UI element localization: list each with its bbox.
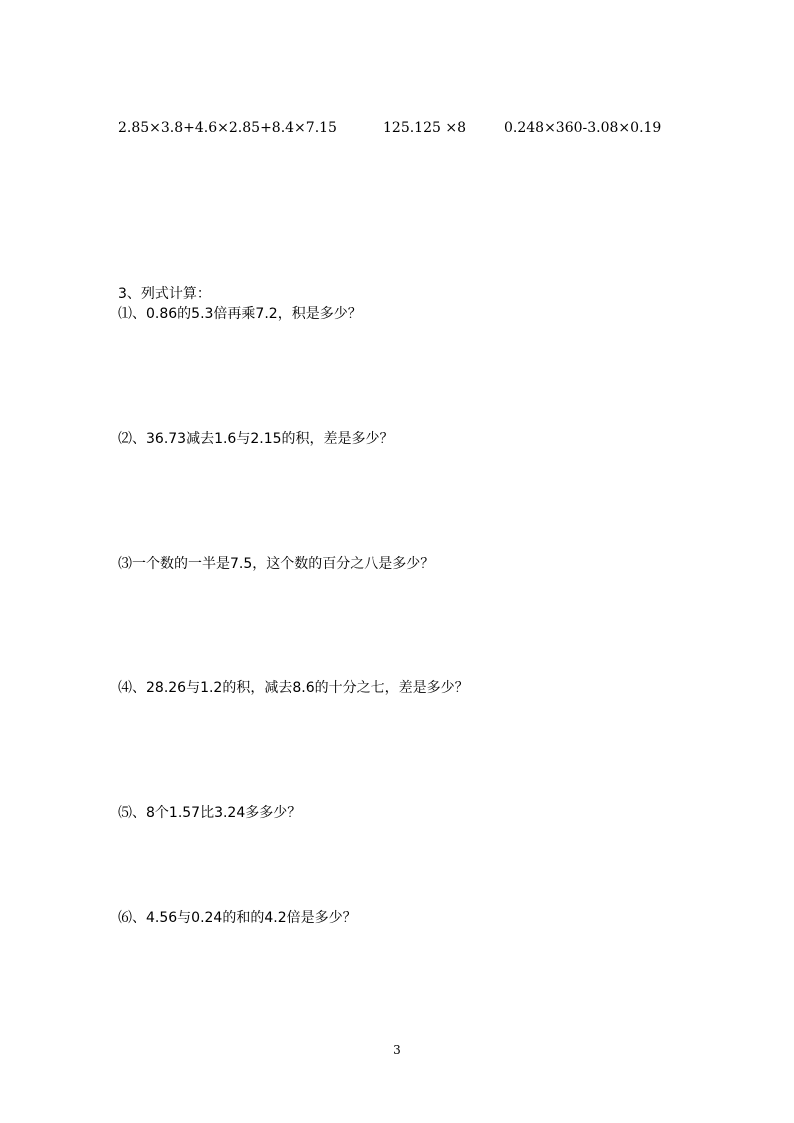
problem-6: ⑹、4.56与0.24的和的4.2倍是多少？ xyxy=(118,910,357,926)
problem-2: ⑵、36.73减去1.6与2.15的积，差是多少？ xyxy=(118,431,394,447)
expression-2: 125.125 ×8 xyxy=(383,120,466,136)
problem-4: ⑷、28.26与1.2的积，减去8.6的十分之七，差是多少？ xyxy=(118,680,469,696)
problem-1: ⑴、0.86的5.3倍再乘7.2，积是多少？ xyxy=(118,306,362,322)
expression-1: 2.85×3.8+4.6×2.85+8.4×7.15 xyxy=(118,120,337,136)
problem-5: ⑸、8个1.57比3.24多多少？ xyxy=(118,805,302,821)
expression-3: 0.248×360-3.08×0.19 xyxy=(504,120,662,136)
page-number: 3 xyxy=(393,1043,401,1057)
problem-3: ⑶一个数的一半是7.5，这个数的百分之八是多少？ xyxy=(118,556,435,572)
section-title: 3、列式计算： xyxy=(118,286,211,302)
